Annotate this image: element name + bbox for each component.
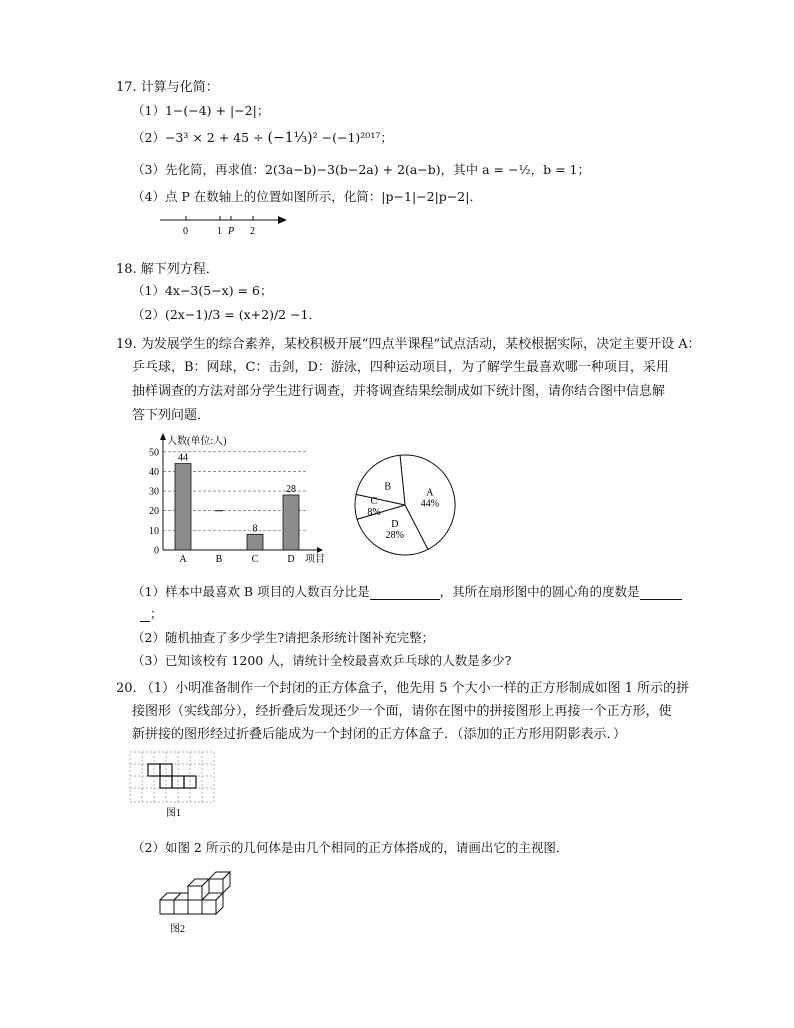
q20-line2: 接图形（实线部分），经折叠后发现还少一个面，请你在图中的拼接图形上再接一个正方形，使: [132, 704, 672, 719]
net-squares: [148, 764, 196, 788]
q19-sub1-wrap: [140, 604, 163, 622]
x-axis-arrow: [317, 547, 323, 553]
x-axis-title: 项目: [305, 554, 325, 564]
y-tick-label: 0: [154, 545, 159, 557]
pie-label: D: [391, 518, 399, 530]
numberline-label-1: 1: [217, 226, 222, 237]
bar-data-label: 44: [178, 452, 188, 464]
q17-part2-c: ² −(−1)²⁰¹⁷；: [312, 130, 393, 145]
y-axis-arrow: [160, 433, 166, 440]
y-tick-label: 50: [149, 447, 159, 459]
number-line: [150, 210, 290, 240]
pie-label: A: [426, 487, 434, 499]
pie-label: B: [384, 481, 392, 493]
y-tick-label: 40: [149, 466, 159, 478]
pie-percent-label: 44%: [420, 498, 440, 510]
numberline-label-2: 2: [250, 226, 255, 237]
bar-chart: [135, 432, 335, 564]
answer-blank-1[interactable]: [370, 585, 440, 600]
cube-stack: [160, 872, 230, 914]
q19-sub2: （2）随机抽查了多少学生?请把条形统计图补充完整；: [132, 630, 435, 645]
q17-part2-a: （2）−3³ × 2 + 45 ÷: [132, 130, 268, 145]
bar: [283, 495, 299, 550]
q18-title: 18. 解下列方程．: [116, 262, 219, 277]
numberline-label-p: P: [228, 226, 235, 237]
figure-2-caption: 图2: [170, 924, 185, 935]
y-axis-title: 人数(单位:人): [167, 436, 227, 447]
bar-data-label: 28: [286, 484, 296, 496]
pie-percent-label: 28%: [385, 529, 404, 541]
q18-part2: （2）(2x−1)/3 = (x+2)/2 −1．: [132, 307, 322, 322]
q18-part1: （1）4x−3(5−x) = 6；: [132, 283, 273, 298]
q17-part3: （3）先化简，再求值：2(3a−b)−3(b−2a) + 2(a−b)，其中 a = −½，b = 1；: [132, 162, 590, 177]
q19-sub1-b: ，其所在扇形图中的圆心角的度数是: [439, 584, 640, 599]
x-tick-label: D: [287, 554, 295, 564]
x-tick-label: A: [179, 554, 187, 564]
q20-line3: 新拼接的图形经过折叠后能成为一个封闭的正方体盒子．（添加的正方形用阴影表示．）: [132, 727, 627, 742]
bar-data-label: 8: [252, 523, 258, 535]
q19-line3: 抽样调查的方法对部分学生进行调查，并将调查结果绘制成如下统计图，请你结合图中信息解: [132, 384, 666, 399]
q17-part2-b: (−1⅓): [267, 130, 313, 146]
bar: [175, 464, 191, 550]
numberline-label-0: 0: [183, 226, 188, 237]
y-tick-label: 30: [149, 486, 159, 498]
figure-2-cubes: [150, 860, 250, 940]
q19-line1: 19. 为发展学生的综合素养，某校积极开展“四点半课程”试点活动，某校根据实际，决定主要开设 A：: [116, 337, 701, 352]
q19-line2: 乒乓球，B：网球，C：击剑，D：游泳，四种运动项目，为了解学生最喜欢哪一种项目，采用: [132, 360, 669, 375]
q19-sub1-a: （1）样本中最喜欢 B 项目的人数百分比是: [132, 584, 370, 599]
q20-sub2: （2）如图 2 所示的几何体是由几个相同的正方体搭成的，请画出它的主视图．: [132, 840, 569, 855]
q17-part1: （1）1−(−4) + |−2|；: [132, 103, 270, 118]
answer-blank-2-cont[interactable]: [140, 609, 150, 622]
q20-line1: 20. （1）小明准备制作一个封闭的正方体盒子，他先用 5 个大小一样的正方形制成如图 1 所示的拼: [116, 681, 690, 696]
bar: [247, 534, 263, 550]
figure-1-net: [128, 750, 218, 820]
figure-1-caption: 图1: [166, 808, 181, 819]
q17-part4: （4）点 P 在数轴上的位置如图所示，化简：|p−1|−2|p−2|．: [132, 189, 482, 204]
answer-blank-2[interactable]: [640, 585, 682, 600]
y-tick-label: 20: [149, 506, 159, 518]
q19-sub3: （3）已知该校有 1200 人，请统计全校最喜欢乒乓球的人数是多少?: [132, 653, 512, 668]
q19-sub1: [132, 582, 682, 600]
pie-label: C: [370, 496, 378, 508]
y-tick-label: 10: [149, 525, 159, 537]
q19-line4: 答下列问题．: [132, 408, 211, 423]
q17-part2: [132, 128, 393, 146]
pie-percent-label: 8%: [367, 507, 381, 519]
x-tick-label: B: [215, 554, 223, 564]
pie-chart: [350, 450, 460, 560]
q19-sub1-c: ；: [150, 606, 163, 621]
q17-title: 17. 计算与化简：: [116, 80, 219, 95]
x-tick-label: C: [251, 554, 259, 564]
